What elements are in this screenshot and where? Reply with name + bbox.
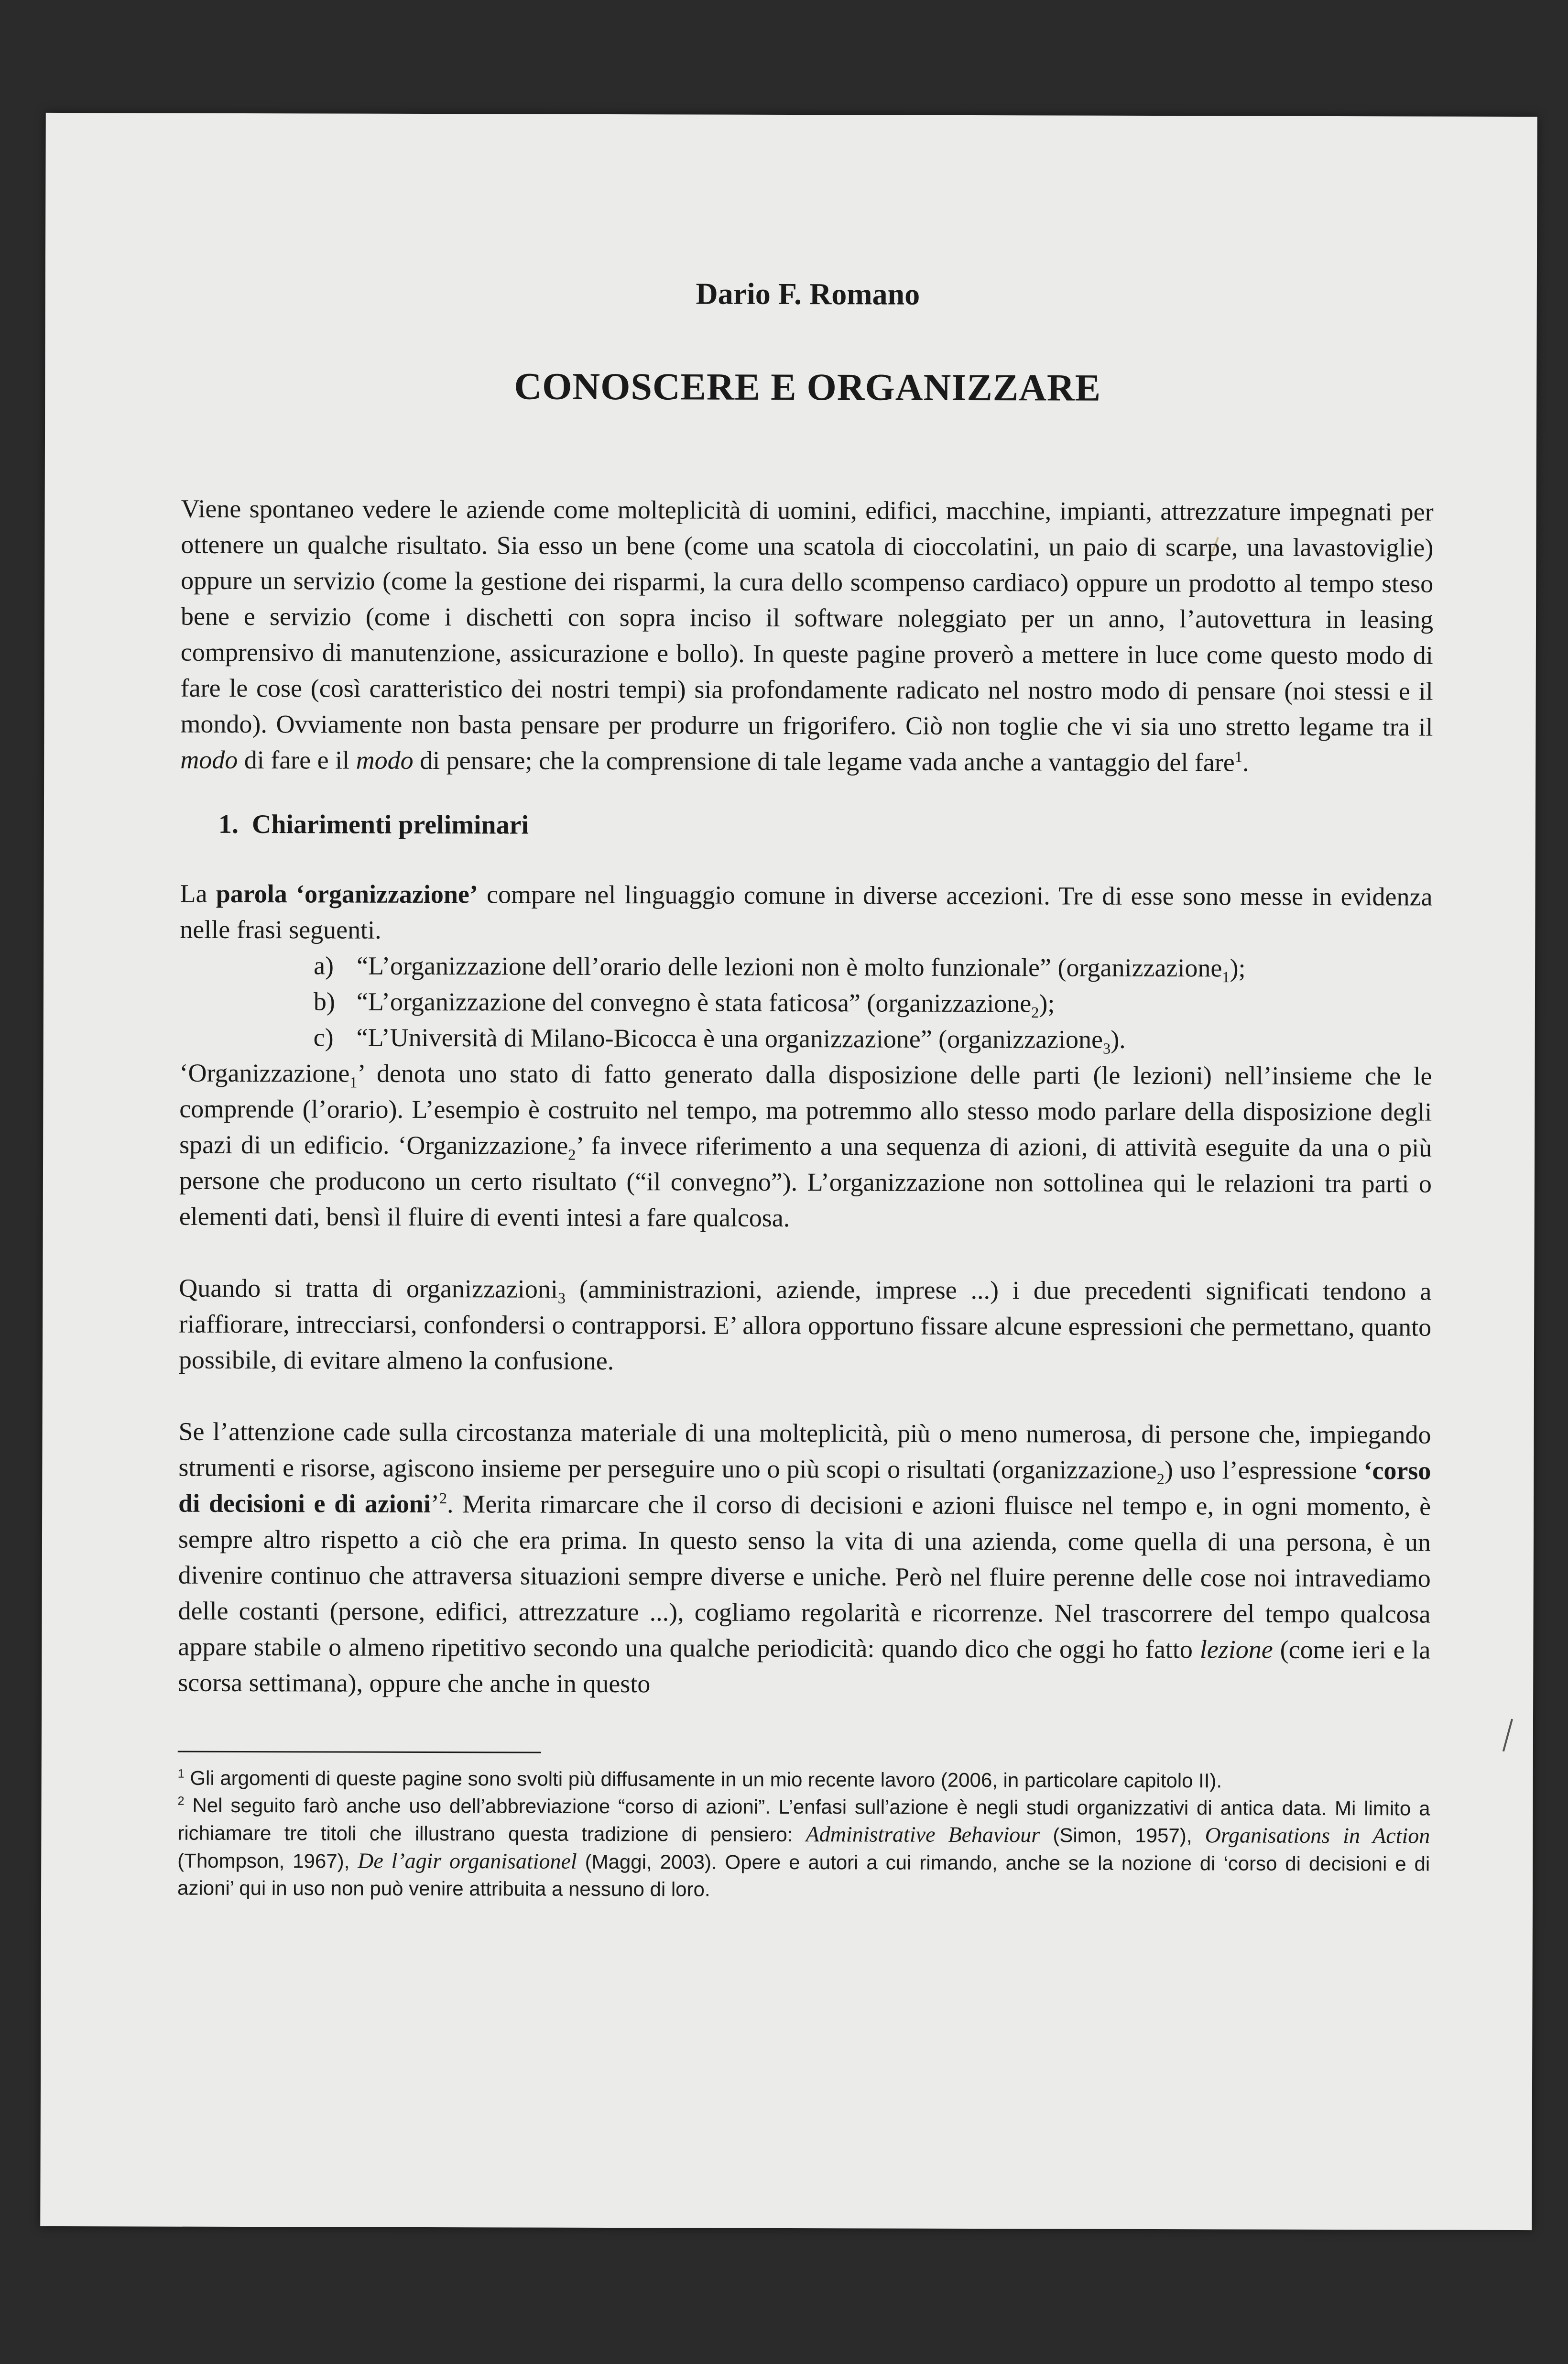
footnote-ref-2[interactable]: 2 [439, 1490, 447, 1508]
section-title: Chiarimenti preliminari [251, 810, 529, 840]
paper-sheet [40, 113, 1537, 2230]
section-number: 1. [218, 809, 239, 839]
footnote-2: $^2$ Nel seguito farò anche uso dell’abbreviazione “corso di azioni”. L’enfasi sull’azione è negli studi organizzativi di antica data. Mi limito a richiamare tre titoli che illustrano questa tradizione di pensiero: Administrative Behaviour (Simon, 1957), Organisations in Action (Thompson, 1967), De l’agir organisationel (Maggi, 2003). Opere e autori a cui rimando, anche se la nozione di ‘corso di decisioni e di azioni’ qui in uso non può venire attribuita a nessuno di loro. [177, 1794, 1430, 1901]
footnote-ref-1[interactable]: 1 [1234, 748, 1243, 766]
document-title: CONOSCERE E ORGANIZZARE [514, 365, 1101, 409]
footnote-1: $^1$ Gli argomenti di queste pagine sono svolti più diffusamente in un mio recente lavoro (2006, in particolare capitolo II). [177, 1766, 1222, 1792]
intro-paragraph: Viene spontaneo vedere le aziende come molteplicità di uomini, edifici, macchine, impianti, attrezzature impegnati per ottenere un qualche risultato. Sia esso un bene (come una scatola di cioccolatini, un paio di scarpe, una lavastoviglie) oppure un servizio (come la gestione dei risparmi, la cura dello scompenso cardiaco) oppure un prodotto al tempo steso bene e servizio (come i dischetti con sopra inciso il software noleggiato per un anno, l’autovettura in leasing comprensivo di manutenzione, assicurazione e bollo). In queste pagine proverò a mettere in luce come questo modo di fare le cose (così caratteristico dei nostri tempi) sia profondamente radicato nel nostro modo di pensare (noi stessi e il mondo). Ovviamente non basta pensare per produrre un frigorifero. Ciò non toglie che vi sia uno stretto legame tra il modo di fare e il modo di pensare; che la comprensione di tale legame vada anche a vantaggio del fare$^1$. [180, 494, 1434, 777]
paragraph-3: Quando si tratta di organizzazioni$_3$ (amministrazioni, aziende, imprese ...) i due precedenti significati tendono a riaffiorare, intrecciarsi, confondersi o contrapporsi. E’ allora opportuno fissare alcune espressioni che permettano, quanto possibile, di evitare almeno la confusione. [178, 1273, 1432, 1376]
page-content [177, 271, 1434, 1905]
author-name: Dario F. Romano [696, 276, 920, 311]
list-item: c) “L’Università di Milano-Bicocca è una organizzazione” (organizzazione$_3$). [313, 1023, 1126, 1058]
paragraph-4: Se l’attenzione cade sulla circostanza materiale di una molteplicità, più o meno numerosa, di persone che, impiegando strumenti e risorse, agiscono insieme per perseguire uno o più scopi o risultati (organizzazione$_2$) uso l’espressione ‘corso di decisioni e di azioni’$^2$. Merita rimarcare che il corso di decisioni e azioni fluisce nel tempo e, in ogni momento, è sempre altro rispetto a ciò che era prima. In questo senso la vita di una azienda, come quella di una persona, è un divenire continuo che attraversa situazioni sempre diverse e uniche. Però nel fluire perenne delle cose noi intravediamo delle costanti (persone, edifici, attrezzature ...), cogliamo regolarità e ricorrenze. Nel trascorrere del tempo qualcosa appare stabile o almeno ripetitivo secondo una qualche periodicità: quando dico che oggi ho fatto lezione (come ieri e la scorsa settimana), oppure che anche in questo [178, 1417, 1431, 1698]
list-item: a) “L’organizzazione dell’orario delle lezioni non è molto funzionale” (organizzazione$_1$); [314, 951, 1246, 986]
list-item: b) “L’organizzazione del convegno è stata faticosa” (organizzazione$_2$); [313, 987, 1055, 1022]
footnote-divider [178, 1751, 541, 1753]
examples-list [314, 948, 1433, 1058]
pen-mark [1503, 1719, 1513, 1752]
paragraph-2: ‘Organizzazione$_1$’ denota uno stato di fatto generato dalla disposizione delle parti (le lezioni) nell’insieme che le comprende (l’orario). L’esempio è costruito nel tempo, ma potremmo allo stesso modo parlare della disposizione degli spazi di un edificio. ‘Organizzazione$_2$’ fa invece riferimento a una sequenza di azioni, di attività eseguite da una o più persone che producono un certo risultato (“il convegno”). L’organizzazione non sottolinea qui le relazioni tra parti o elementi dati, bensì il fluire di eventi intesi a fare qualcosa. [179, 1058, 1432, 1233]
section-heading [218, 807, 1433, 846]
paragraph-1: La parola ‘organizzazione’ compare nel linguaggio comune in diverse accezioni. Tre di esse sono messe in evidenza nelle frasi seguenti. [180, 879, 1433, 944]
